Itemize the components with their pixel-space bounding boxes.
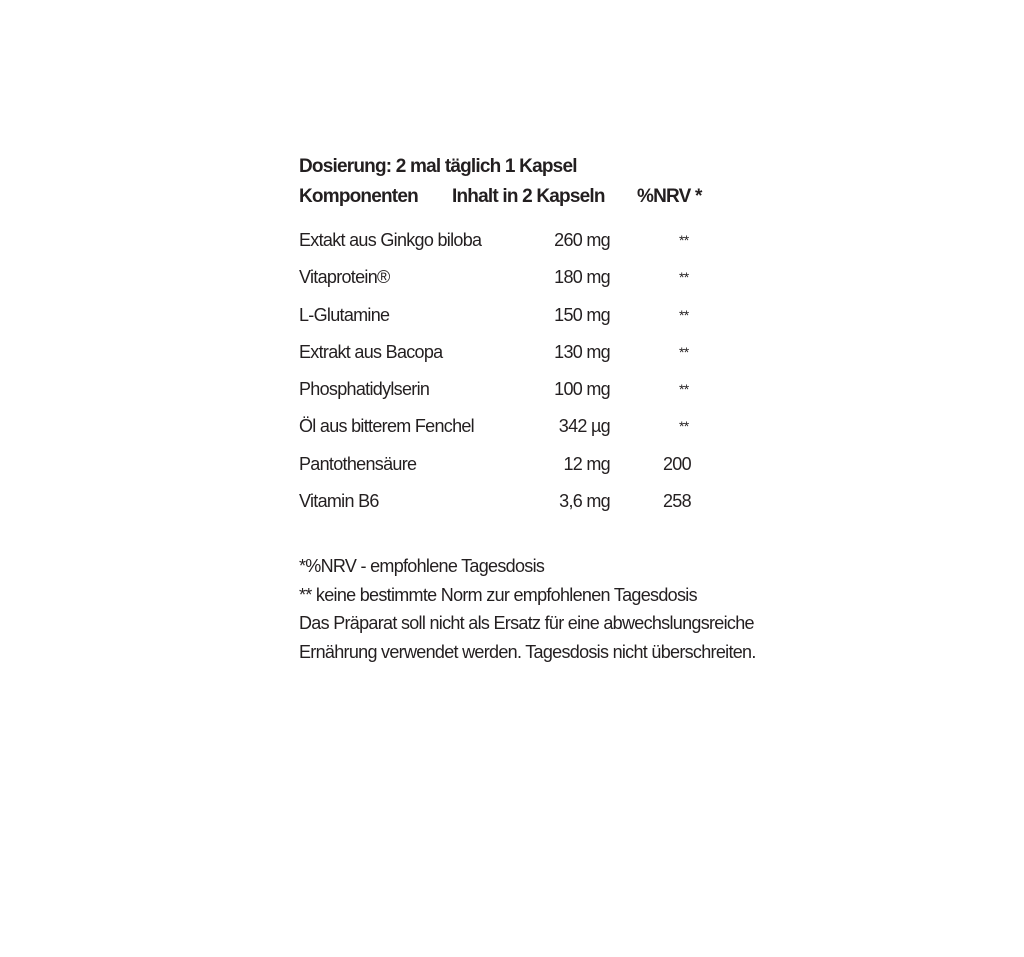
- table-header: [299, 186, 779, 210]
- ingredient-nrv: **: [679, 306, 689, 323]
- ingredient-name: Extakt aus Ginkgo biloba: [299, 230, 482, 250]
- ingredient-name: L-Glutamine: [299, 304, 390, 325]
- ingredient-nrv: **: [679, 418, 689, 435]
- ingredient-amount: 180 mg: [554, 267, 610, 288]
- ingredient-amount: 12 mg: [563, 453, 610, 474]
- table-row: [299, 230, 779, 267]
- footnote-no-norm: ** keine bestimmte Norm zur empfohlenen Tagesdosis: [299, 584, 697, 605]
- ingredient-nrv: 200: [663, 453, 691, 474]
- ingredient-name: Pantothensäure: [299, 453, 417, 474]
- ingredient-nrv: **: [679, 343, 689, 360]
- ingredient-amount: 3,6 mg: [559, 491, 610, 512]
- footnote-nrv: *%NRV - empfohlene Tagesdosis: [299, 556, 545, 576]
- dosage-line: Dosierung: 2 mal täglich 1 Kapsel: [299, 156, 577, 177]
- ingredient-amount: 100 mg: [554, 379, 610, 400]
- table-row: [299, 491, 779, 528]
- warning-line-1: Das Präparat soll nicht als Ersatz für eine abwechslungsreiche: [299, 613, 754, 633]
- ingredient-nrv: **: [679, 269, 689, 286]
- header-nrv: %NRV *: [637, 186, 702, 207]
- ingredient-amount: 150 mg: [554, 304, 610, 325]
- ingredient-name: Vitaprotein®: [299, 267, 390, 288]
- table-row: [299, 379, 779, 416]
- table-row: [299, 267, 779, 304]
- ingredient-name: Phosphatidylserin: [299, 379, 430, 400]
- header-content: Inhalt in 2 Kapseln: [452, 186, 605, 207]
- table-row: [299, 305, 779, 342]
- ingredient-amount: 260 mg: [554, 230, 610, 250]
- footnotes: [299, 552, 756, 666]
- table-row: [299, 454, 779, 491]
- ingredient-amount: 342 µg: [558, 416, 610, 437]
- header-components: Komponenten: [299, 186, 418, 207]
- ingredient-table: [299, 230, 779, 528]
- ingredient-name: Öl aus bitterem Fenchel: [299, 416, 474, 437]
- ingredient-nrv: **: [679, 232, 689, 248]
- ingredient-nrv: **: [679, 381, 689, 398]
- ingredient-nrv: 258: [663, 491, 691, 512]
- warning-line-2: Ernährung verwendet werden. Tagesdosis nicht überschreiten.: [299, 641, 756, 662]
- ingredient-amount: 130 mg: [554, 341, 610, 362]
- table-row: [299, 342, 779, 379]
- ingredient-name: Extrakt aus Bacopa: [299, 341, 443, 362]
- ingredient-name: Vitamin B6: [299, 491, 379, 512]
- table-row: [299, 416, 779, 453]
